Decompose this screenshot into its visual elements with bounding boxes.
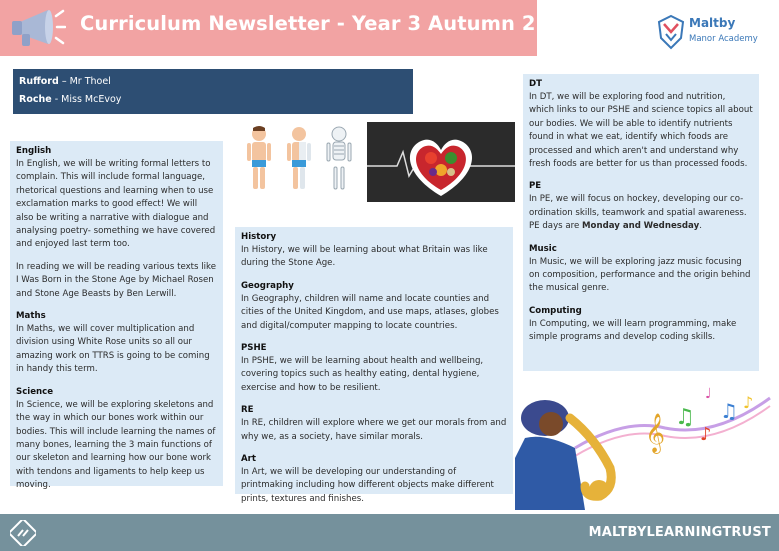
svg-text:♫: ♫ — [675, 405, 695, 430]
saxophone-player — [515, 400, 611, 510]
pe-heading: PE — [529, 181, 542, 192]
staff-row — [19, 91, 407, 109]
teacher-name: Mr Thoel — [69, 76, 111, 87]
middle-subject-panel — [235, 227, 513, 504]
svg-text:♪: ♪ — [743, 393, 754, 412]
re-heading: RE — [241, 405, 254, 416]
pe-text-main: In PE, we will focus on hockey, developing our co-ordination skills, teamwork and spatial awareness. PE days are — [529, 194, 747, 232]
svg-text:♪: ♪ — [700, 424, 712, 445]
science-heading: Science — [16, 386, 54, 397]
separator: - — [51, 94, 62, 105]
heart-icon — [367, 122, 515, 202]
heart-food-photo — [367, 122, 515, 202]
maths-heading: Maths — [16, 311, 46, 322]
dt-text: In DT, we will be exploring food and nutrition, which links to our PSHE and science topics all about our bodies. We will be able to identify nutrients found in what we eat, identify which foods are processed and which aren't and understand why fresh foods are better for us than processed foods. — [529, 92, 753, 170]
science-text: In Science, we will be exploring skeletons and the way in which our bones work within our bodies. This will include learning the names of many bones, learning the 3 main functions of our skeleton and learning how our bone work with tendons and ligaments to help keep us moving. — [16, 399, 216, 491]
megaphone-icon — [8, 6, 66, 50]
computing-text: In Computing, we will learn programming, make simple programs and develop coding skills. — [529, 318, 737, 343]
school-subtitle: Manor Academy — [689, 34, 758, 44]
half-skeleton-figure — [287, 127, 311, 189]
staff-box — [13, 69, 413, 114]
reading-text: In reading we will be reading various texts like I Was Born in the Stone Age by Michael Rosen and Stone Age Beasts by Ben Lerwill. — [16, 261, 216, 299]
art-heading: Art — [241, 454, 256, 465]
music-notes-icon — [645, 386, 753, 454]
teacher-name: Miss McEvoy — [61, 94, 122, 105]
school-name: Maltby — [689, 16, 736, 30]
pshe-heading: PSHE — [241, 343, 267, 354]
pe-day-2: Wednesday — [643, 221, 700, 232]
body-skeleton-illustration — [237, 124, 362, 194]
music-heading: Music — [529, 243, 557, 254]
pe-text-end: . — [699, 221, 702, 232]
shield-icon — [655, 12, 687, 52]
maltby-manor-logo — [655, 12, 767, 68]
pe-text — [529, 193, 753, 233]
pshe-text: In PSHE, we will be learning about health and wellbeing, covering topics such as healthy eating, dental hygiene, exercise and how to be resilient. — [241, 356, 484, 393]
english-heading: English — [16, 146, 52, 156]
history-heading: History — [241, 232, 277, 242]
svg-text:𝄞: 𝄞 — [645, 413, 666, 453]
svg-text:♩: ♩ — [705, 386, 712, 402]
footer-trust-name: MALTBYLEARNINGTRUST — [588, 525, 771, 540]
music-text: In Music, we will be exploring jazz music focusing on composition, performance and the origin behind the musical genre. — [529, 256, 751, 294]
re-text: In RE, children will explore where we get our morals from and why we, as a society, have similar morals. — [241, 418, 507, 442]
computing-heading: Computing — [529, 305, 582, 316]
art-text: In Art, we will be developing our understanding of printmaking including how different objects make different prints, textures and finishes. — [241, 467, 494, 504]
right-subject-panel — [523, 74, 759, 371]
english-text: In English, we will be writing formal letters to complain. This will include formal language, rhetorical questions and learning when to use exclamation marks to good effect! We will also be writing a narrative with dialogue and analysing poetry- something we have covered and enjoyed last term too. — [16, 159, 216, 250]
dt-heading: DT — [529, 79, 542, 89]
staff-row — [19, 73, 407, 91]
saxophone-music-illustration — [515, 378, 777, 510]
separator: – — [58, 76, 70, 87]
geography-heading: Geography — [241, 280, 294, 291]
maths-text: In Maths, we will cover multiplication and division using White Rose units so all our amazing work on TTRS is going to be coming in handy this term. — [16, 324, 210, 375]
pe-day-1: Monday and — [582, 221, 641, 232]
geography-text: In Geography, children will name and locate counties and cities of the United Kingdom, and use maps, atlases, globes and digital/computer mapping to locate countries. — [241, 293, 499, 331]
class-name: Roche — [19, 94, 52, 105]
skeleton-figure — [327, 127, 351, 189]
footer-bar — [0, 514, 779, 551]
svg-text:♫: ♫ — [720, 399, 738, 423]
left-subject-panel — [10, 141, 223, 491]
trust-logo-icon — [10, 520, 36, 546]
history-text: In History, we will be learning about what Britain was like during the Stone Age. — [241, 245, 488, 269]
human-figure — [247, 126, 271, 189]
page-title: Curriculum Newsletter - Year 3 Autumn 2 — [80, 12, 536, 35]
class-name: Rufford — [19, 76, 59, 87]
title-banner — [0, 0, 537, 56]
